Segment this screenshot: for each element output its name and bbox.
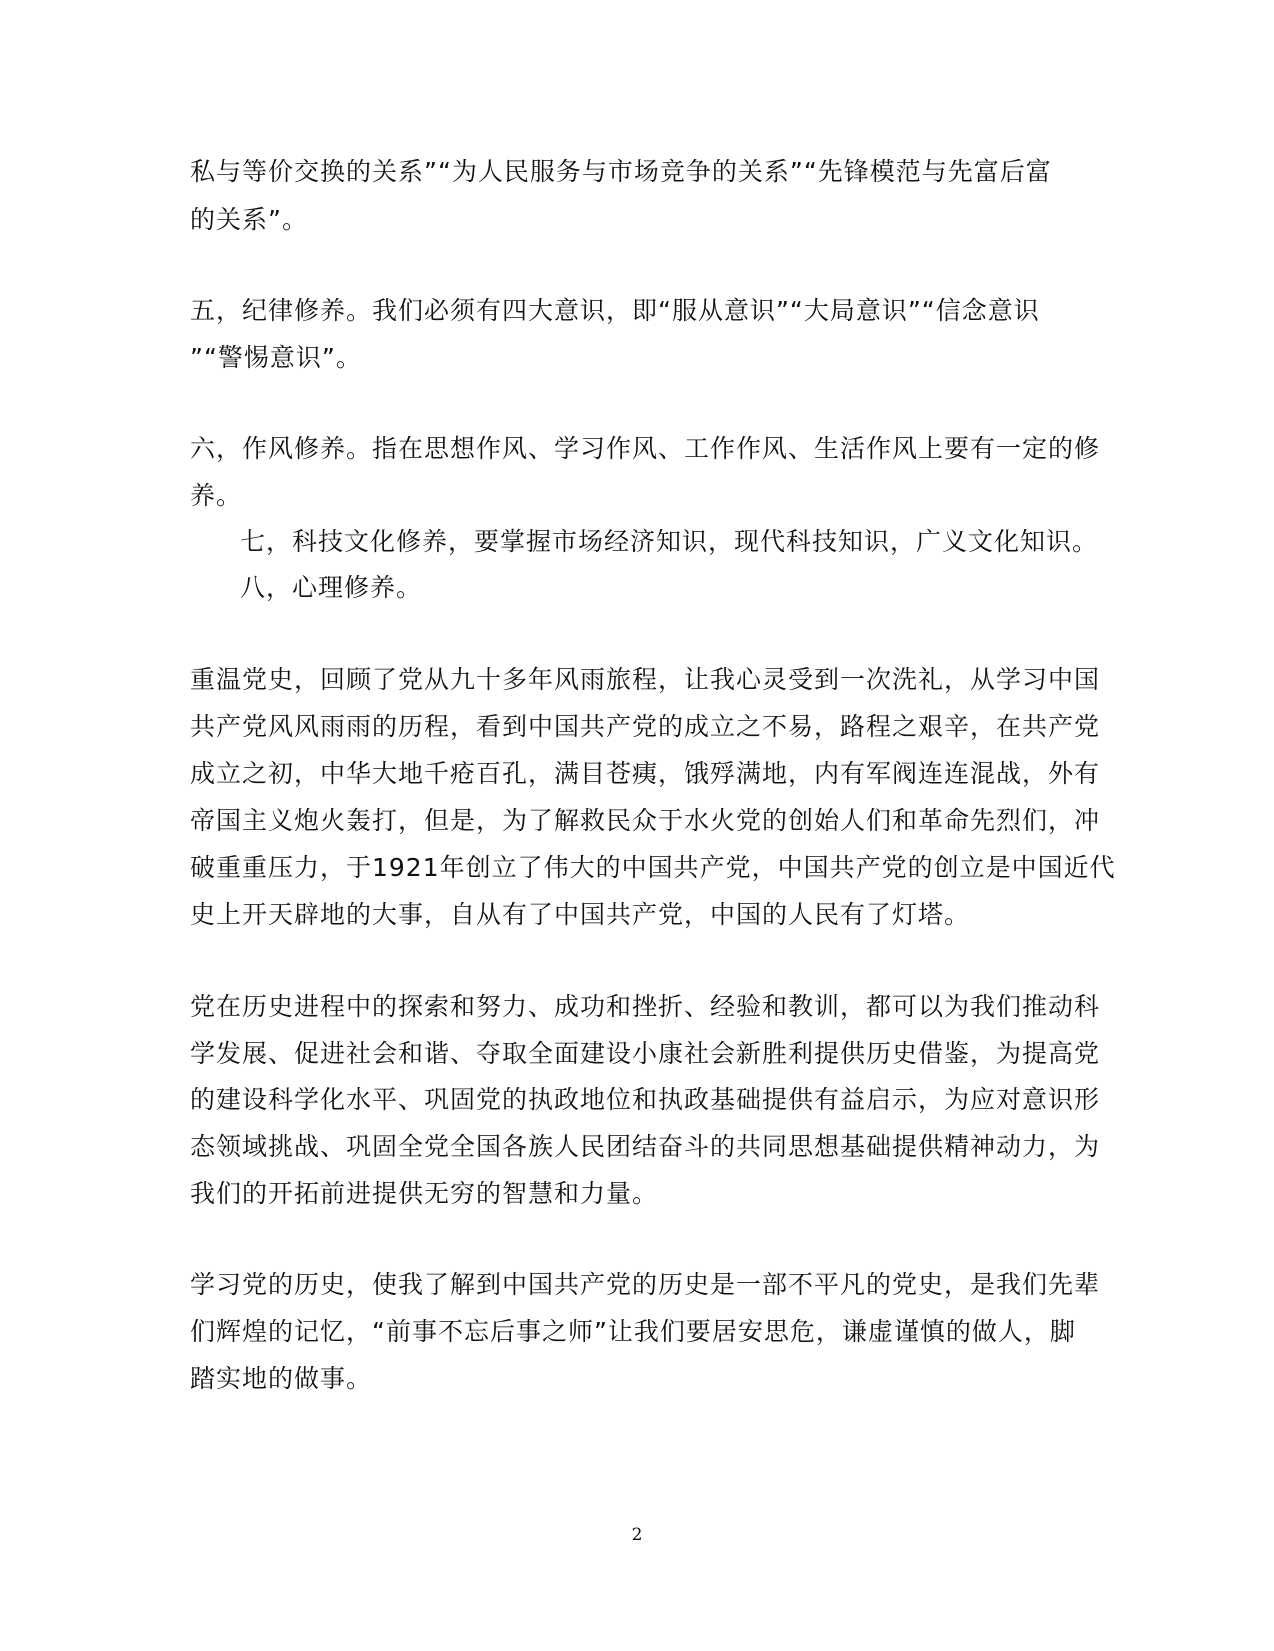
paragraph-5-line-4: 态领域挑战、巩固全党全国各族人民团结奋斗的共同思想基础提供精神动力，为	[190, 1132, 1101, 1161]
paragraph-4-line-6: 史上开天辟地的大事，自从有了中国共产党，中国的人民有了灯塔。	[190, 900, 971, 929]
paragraph-2-line-2: ”“警惕意识”。	[190, 343, 362, 372]
paragraph-1-line-1: 私与等价交换的关系”“为人民服务与市场竞争的关系”“先锋模范与先富后富	[190, 157, 1052, 186]
paragraph-6-line-3: 踏实地的做事。	[190, 1364, 373, 1393]
paragraph-3-line-4: 八，心理修养。	[240, 573, 423, 602]
page-number: 2	[631, 1525, 643, 1545]
paragraph-2-line-1: 五，纪律修养。我们必须有四大意识，即“服从意识”“大局意识”“信念意识	[190, 296, 1040, 325]
paragraph-6-line-2: 们辉煌的记忆，“前事不忘后事之师”让我们要居安思危，谦虚谨慎的做人，脚	[190, 1317, 1076, 1346]
paragraph-3-line-3: 七，科技文化修养，要掌握市场经济知识，现代科技知识，广义文化知识。	[240, 527, 1099, 556]
paragraph-3-line-1: 六，作风修养。指在思想作风、学习作风、工作作风、生活作风上要有一定的修	[190, 434, 1101, 463]
paragraph-4-line-5: 破重重压力，于1921年创立了伟大的中国共产党，中国共产党的创立是中国近代	[190, 853, 1116, 882]
paragraph-6-line-1: 学习党的历史，使我了解到中国共产党的历史是一部不平凡的党史，是我们先辈	[190, 1270, 1101, 1299]
paragraph-4-line-2: 共产党风风雨雨的历程，看到中国共产党的成立之不易，路程之艰辛，在共产党	[190, 712, 1101, 741]
paragraph-4-line-1: 重温党史，回顾了党从九十多年风雨旅程，让我心灵受到一次洗礼，从学习中国	[190, 665, 1101, 694]
paragraph-5-line-1: 党在历史进程中的探索和努力、成功和挫折、经验和教训，都可以为我们推动科	[190, 992, 1101, 1021]
paragraph-5-line-2: 学发展、促进社会和谐、夺取全面建设小康社会新胜利提供历史借鉴，为提高党	[190, 1039, 1101, 1068]
paragraph-4-line-3: 成立之初，中华大地千疮百孔，满目苍痍，饿殍满地，内有军阀连连混战，外有	[190, 759, 1101, 788]
paragraph-5-line-5: 我们的开拓前进提供无穷的智慧和力量。	[190, 1179, 659, 1208]
paragraph-4-line-4: 帝国主义炮火轰打，但是，为了解救民众于水火党的创始人们和革命先烈们，冲	[190, 806, 1101, 835]
paragraph-5-line-3: 的建设科学化水平、巩固党的执政地位和执政基础提供有益启示，为应对意识形	[190, 1085, 1101, 1114]
paragraph-3-line-2: 养。	[190, 481, 243, 510]
paragraph-1-line-2: 的关系”。	[190, 205, 308, 234]
